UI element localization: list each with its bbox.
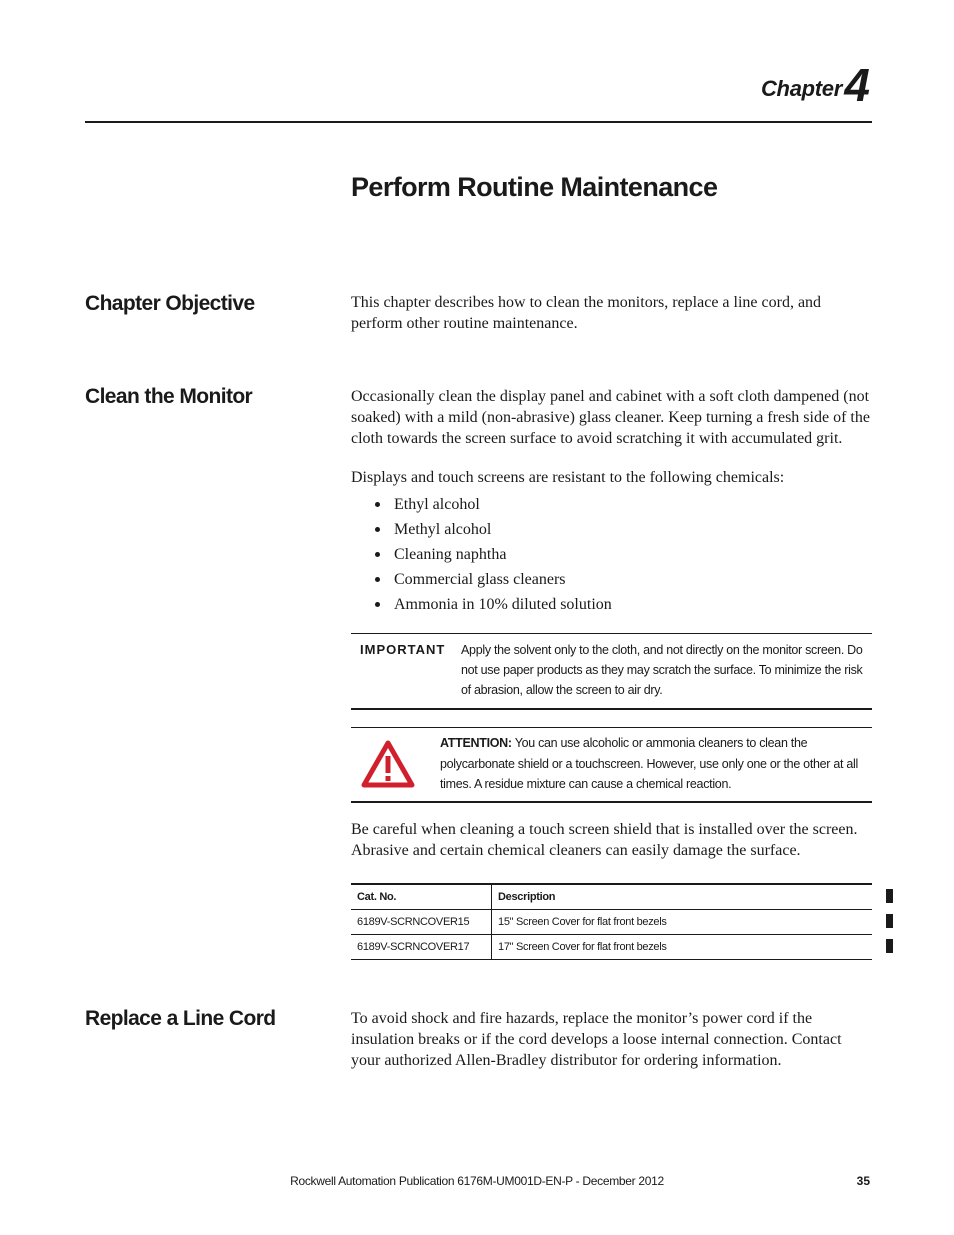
attention-notice	[351, 727, 872, 803]
list-item: Cleaning naphtha	[351, 542, 612, 567]
table-cell-cat-no: 6189V-SCRNCOVER17	[351, 935, 492, 960]
clean-paragraph-3: Be careful when cleaning a touch screen shield that is installed over the screen. Abrasive and certain chemical cleaners can easily damage the surface.	[351, 821, 858, 859]
chapter-label: Chapter	[760, 76, 842, 101]
bullet-icon	[375, 577, 380, 582]
list-item: Ammonia in 10% diluted solution	[351, 592, 612, 617]
table-cell-description: 15" Screen Cover for flat front bezels	[492, 910, 873, 935]
important-label: IMPORTANT	[360, 642, 446, 657]
footer-publication: Rockwell Automation Publication 6176M-UM001D-EN-P - December 2012	[290, 1174, 664, 1188]
important-text: Apply the solvent only to the cloth, and not directly on the monitor screen. Do not use paper products as they may scratch the surface. To minimize the risk of abrasion, allow the screen to air dry.	[461, 643, 863, 697]
chapter-rule	[85, 121, 872, 123]
page-number: 35	[856, 1174, 870, 1188]
chapter-number: 4	[844, 59, 870, 111]
change-bar	[886, 914, 893, 928]
change-bar	[886, 889, 893, 903]
clean-paragraph-2: Displays and touch screens are resistant to the following chemicals:	[351, 469, 785, 486]
section-heading-clean: Clean the Monitor	[85, 385, 253, 408]
list-item: Methyl alcohol	[351, 517, 612, 542]
table-row	[351, 910, 872, 935]
bullet-icon	[375, 602, 380, 607]
table-cell-description: 17" Screen Cover for flat front bezels	[492, 935, 873, 960]
change-bar	[886, 939, 893, 953]
list-item: Ethyl alcohol	[351, 492, 612, 517]
bullet-icon	[375, 552, 380, 557]
chemical-list	[351, 492, 612, 617]
bullet-icon	[375, 527, 380, 532]
bullet-icon	[375, 502, 380, 507]
table-header-row	[351, 884, 872, 910]
screen-cover-table	[351, 883, 872, 960]
section-heading-objective: Chapter Objective	[85, 292, 255, 315]
objective-text: This chapter describes how to clean the monitors, replace a line cord, and perform other routine maintenance.	[351, 294, 822, 332]
column-header-description: Description	[492, 884, 873, 910]
line-cord-text: To avoid shock and fire hazards, replace the monitor’s power cord if the insulation breaks or if the cord develops a loose internal connection. Contact your authorized Allen-Bradley distributor for ordering information.	[351, 1010, 842, 1069]
column-header-cat-no: Cat. No.	[351, 884, 492, 910]
page-title: Perform Routine Maintenance	[351, 172, 718, 202]
table-row	[351, 935, 872, 960]
clean-paragraph-1: Occasionally clean the display panel and cabinet with a soft cloth dampened (not soaked) with a mild (non-abrasive) glass cleaner. Keep turning a fresh side of the cloth towards the screen surface to avoid scratching it with accumulated grit.	[351, 388, 870, 447]
table-cell-cat-no: 6189V-SCRNCOVER15	[351, 910, 492, 935]
important-notice	[351, 633, 872, 710]
warning-triangle-icon	[361, 740, 415, 788]
attention-text: ATTENTION: You can use alcoholic or ammonia cleaners to clean the polycarbonate shield or a touchscreen. However, use only one or the other at all times. A residue mixture can cause a chemical reaction.	[440, 736, 858, 791]
section-heading-line-cord: Replace a Line Cord	[85, 1007, 276, 1030]
list-item: Commercial glass cleaners	[351, 567, 612, 592]
